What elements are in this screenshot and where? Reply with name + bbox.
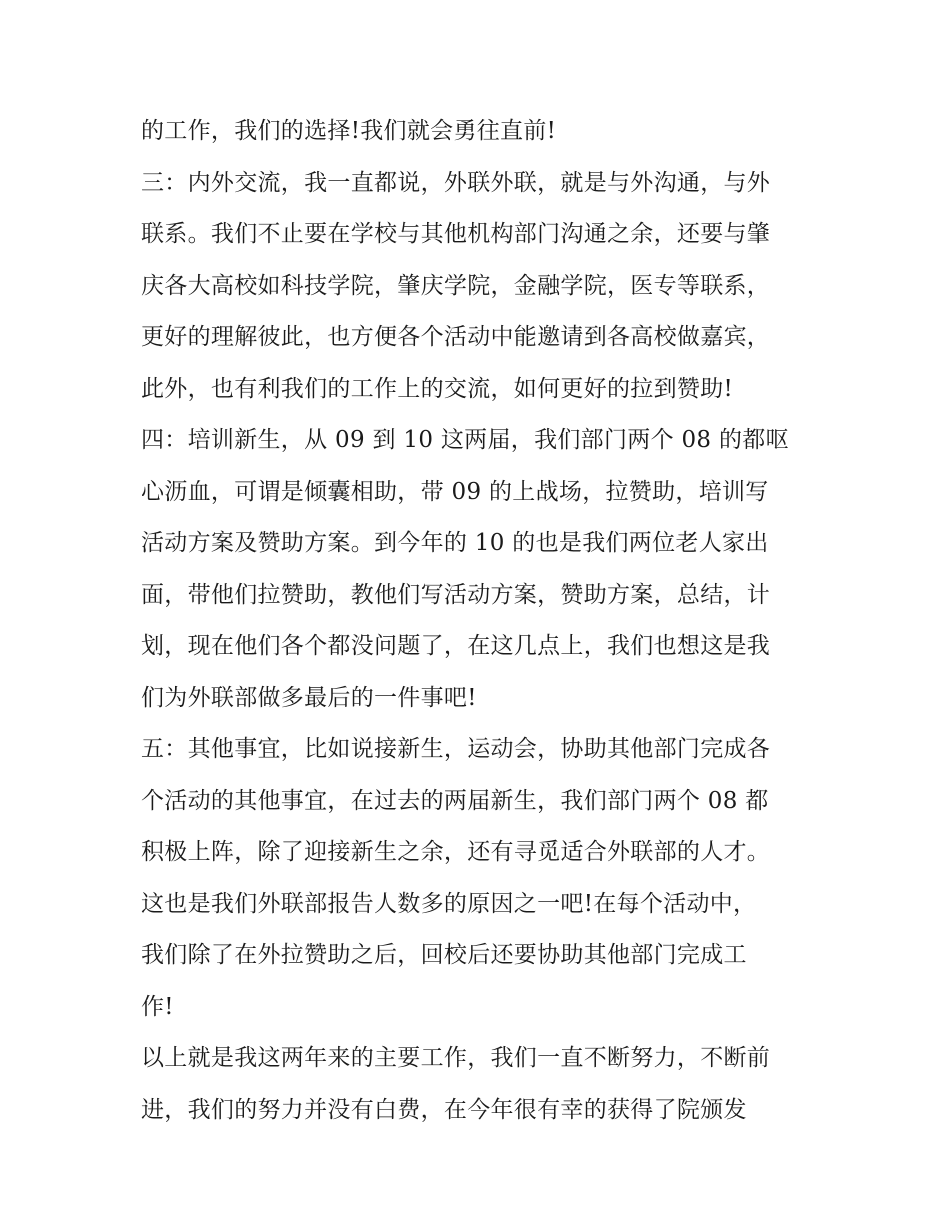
text-line: 联系。我们不止要在学校与其他机构部门沟通之余，还要与肇	[141, 221, 771, 247]
text-line: 们为外联部做多最后的一件事吧!	[141, 684, 477, 711]
text-line: 个活动的其他事宜，在过去的两届新生，我们部门两个 08 都	[141, 787, 769, 814]
text-line: 积极上阵，除了迎接新生之余，还有寻觅适合外联部的人才。	[141, 839, 771, 865]
text-line: 心沥血，可谓是倾囊相助，带 09 的上战场，拉赞助，培训写	[141, 478, 769, 505]
text-line: 的工作，我们的选择!我们就会勇往直前!	[141, 118, 557, 144]
text-line: 进，我们的努力并没有白费，在今年很有幸的获得了院颁发	[141, 1096, 747, 1123]
text-line: 划，现在他们各个都没问题了，在这几点上，我们也想这是我	[141, 633, 771, 659]
text-line: 活动方案及赞助方案。到今年的 10 的也是我们两位老人家出	[141, 530, 769, 556]
body-text	[141, 106, 821, 1136]
text-line: 作!	[141, 993, 174, 1020]
text-line: 我们除了在外拉赞助之后，回校后还要协助其他部门完成工	[141, 942, 747, 968]
text-line: 面，带他们拉赞助，教他们写活动方案，赞助方案，总结，计	[141, 581, 771, 608]
text-line: 此外，也有利我们的工作上的交流，如何更好的拉到赞助!	[141, 375, 734, 402]
text-line: 这也是我们外联部报告人数多的原因之一吧!在每个活动中，	[141, 890, 757, 917]
text-line: 庆各大高校如科技学院，肇庆学院，金融学院，医专等联系，	[141, 272, 771, 299]
text-line: 四：培训新生，从 09 到 10 这两届，我们部门两个 08 的都呕	[141, 427, 789, 453]
text-line: 以上就是我这两年来的主要工作，我们一直不断努力，不断前	[141, 1045, 771, 1071]
text-line: 五：其他事宜，比如说接新生，运动会，协助其他部门完成各	[141, 736, 771, 762]
text-line: 三：内外交流，我一直都说，外联外联，就是与外沟通，与外	[141, 169, 771, 196]
text-line: 更好的理解彼此，也方便各个活动中能邀请到各高校做嘉宾，	[141, 324, 771, 350]
